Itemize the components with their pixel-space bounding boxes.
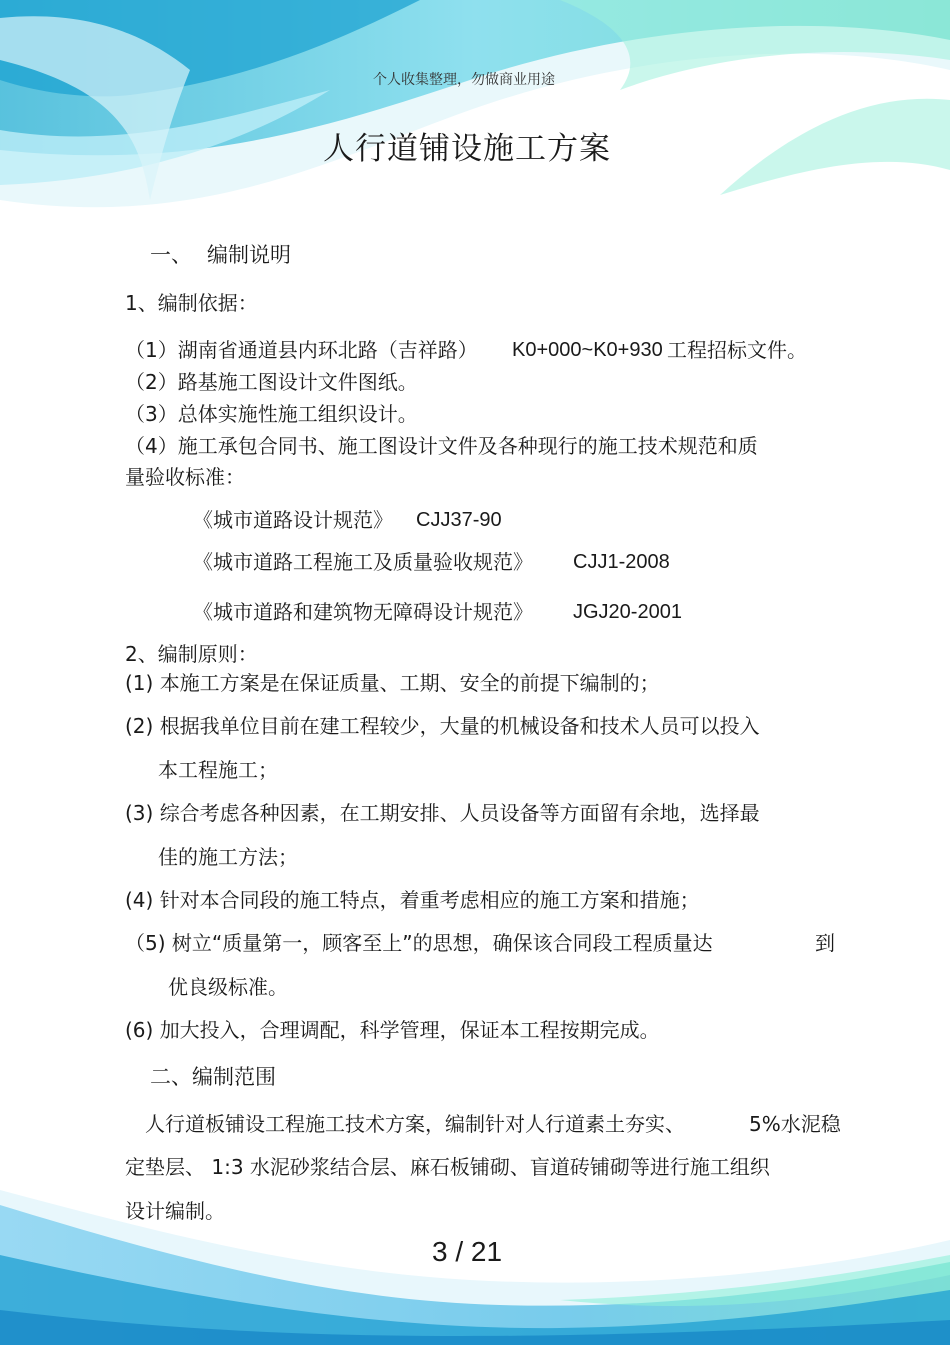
standard-name: 《城市道路和建筑物无障碍设计规范》 xyxy=(193,600,533,624)
section1-heading: 编制说明 xyxy=(207,243,291,267)
watermark-text: 个人收集整理，勿做商业用途 xyxy=(373,72,555,88)
section2-line2: 定垫层、 1:3 水泥砂浆结合层、麻石板铺砌、盲道砖铺砌等进行施工组织 xyxy=(125,1155,770,1179)
basis-item-4-line1: （4）施工承包合同书、施工图设计文件及各种现行的施工技术规范和质 xyxy=(125,434,758,458)
basis-item-4-line2: 量验收标准： xyxy=(125,465,245,489)
standard-code: CJJ1-2008 xyxy=(573,551,670,573)
principle-5-end: 到 xyxy=(815,931,835,955)
principle-4: (4) 针对本合同段的施工特点，着重考虑相应的施工方案和措施； xyxy=(125,888,700,912)
section2-line3: 设计编制。 xyxy=(125,1199,225,1223)
principle-2-line2: 本工程施工； xyxy=(158,758,278,782)
section2-line1-end: 5%水泥稳 xyxy=(749,1112,841,1136)
section2-line1: 人行道板铺设工程施工技术方案，编制针对人行道素土夯实、 xyxy=(145,1112,685,1136)
principle-5-line2: 优良级标准。 xyxy=(168,975,288,999)
section2-heading: 二、编制范围 xyxy=(150,1065,276,1089)
standard-code: CJJ37-90 xyxy=(416,509,502,531)
basis-item-3: （3）总体实施性施工组织设计。 xyxy=(125,402,418,426)
principle-5-line1: （5) 树立“质量第一，顾客至上”的思想，确保该合同段工程质量达 xyxy=(125,931,713,955)
basis-heading: 1、编制依据： xyxy=(125,291,258,315)
standard-name: 《城市道路工程施工及质量验收规范》 xyxy=(193,550,533,574)
document-title: 人行道铺设施工方案 xyxy=(323,131,611,167)
principle-3-line2: 佳的施工方法； xyxy=(158,845,298,869)
principle-6: (6) 加大投入，合理调配，科学管理，保证本工程按期完成。 xyxy=(125,1018,660,1042)
section1-number: 一、 xyxy=(150,243,192,267)
standard-code: JGJ20-2001 xyxy=(573,601,682,623)
basis-item-1: （1）湖南省通道县内环北路（吉祥路） xyxy=(125,338,478,362)
page-number: 3 / 21 xyxy=(432,1236,503,1267)
basis-item-2: （2）路基施工图设计文件图纸。 xyxy=(125,370,418,394)
basis-item-1-code: K0+000~K0+930 xyxy=(512,339,663,361)
principle-1: (1) 本施工方案是在保证质量、工期、安全的前提下编制的； xyxy=(125,671,660,695)
basis-item-1-end: 工程招标文件。 xyxy=(667,338,807,362)
principle-3-line1: (3) 综合考虑各种因素，在工期安排、人员设备等方面留有余地，选择最 xyxy=(125,801,760,825)
principle-2-line1: (2) 根据我单位目前在建工程较少，大量的机械设备和技术人员可以投入 xyxy=(125,714,760,738)
principles-heading: 2、编制原则： xyxy=(125,642,258,666)
standard-name: 《城市道路设计规范》 xyxy=(193,508,393,532)
